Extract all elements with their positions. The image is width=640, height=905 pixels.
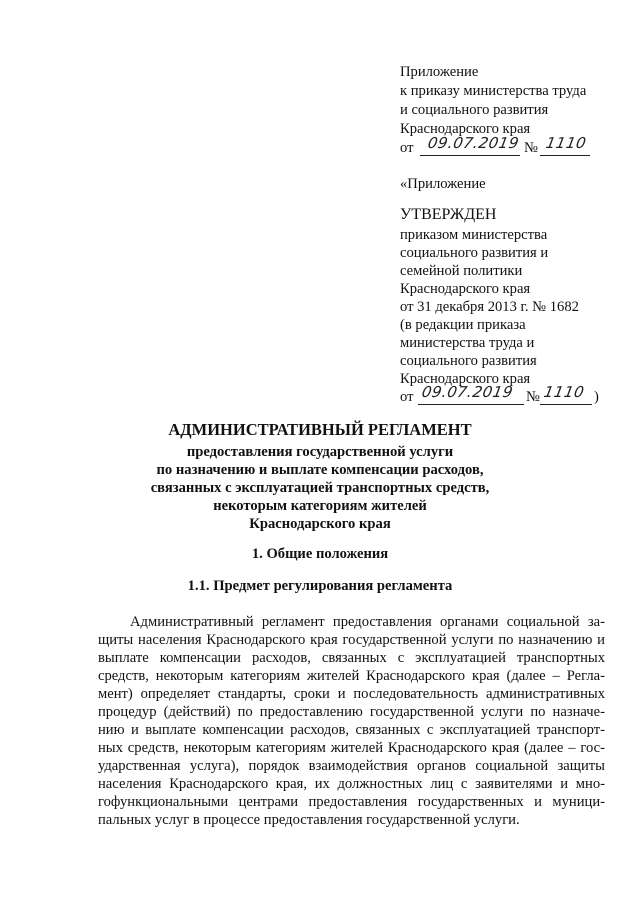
- document-title: АДМИНИСТРАТИВНЫЙ РЕГЛАМЕНТ: [168, 420, 472, 439]
- approved-date-handwritten: 09.07.2019: [420, 383, 515, 401]
- approved-date-underline: [418, 404, 524, 405]
- paragraph-line: пальных услуг в процессе предоставления государственной услуги.: [98, 812, 520, 828]
- annex-number-underline: [540, 155, 590, 156]
- paragraph-line: средств, некоторым категориям жителей Краснодарского края (далее – Регла-: [98, 668, 605, 684]
- approved-line: Краснодарского края: [400, 371, 531, 387]
- approved-number-prefix: №: [526, 389, 540, 405]
- annex-line: и социального развития: [400, 102, 549, 118]
- approved-line: (в редакции приказа: [400, 317, 526, 333]
- document-subtitle-line: предоставления государственной услуги: [186, 444, 454, 460]
- paragraph-line: выплате компенсации расходов, связанных с эксплуатацией транспортных: [98, 650, 605, 666]
- paragraph-line: Административный регламент предоставления органами социальной за-: [130, 614, 605, 630]
- document-subtitle-line: связанных с эксплуатацией транспортных средств,: [150, 480, 490, 496]
- section-heading: 1. Общие положения: [251, 546, 389, 562]
- approved-line: министерства труда и: [400, 335, 535, 351]
- paragraph-line: щиты населения Краснодарского края государственной услуги по назначению и: [98, 632, 605, 648]
- approved-line: приказом министерства: [400, 227, 548, 243]
- paragraph-line: гофункциональными центрами предоставления государственных и муници-: [98, 794, 605, 810]
- annex-number-handwritten: 1110: [544, 134, 588, 152]
- annex-line: Краснодарского края: [400, 121, 531, 137]
- approved-line: социального развития и: [400, 245, 549, 261]
- subsection-heading: 1.1. Предмет регулирования регламента: [187, 578, 453, 594]
- approved-line: Краснодарского края: [400, 281, 531, 297]
- paragraph-line: мент) определяет стандарты, сроки и последовательность административных: [98, 686, 605, 702]
- approved-title: УТВЕРЖДЕН: [400, 206, 497, 223]
- document-subtitle-line: Краснодарского края: [249, 516, 391, 532]
- annex-date-prefix: от: [400, 140, 414, 156]
- paragraph-line: нию и выплате компенсации расходов, связанных с эксплуатацией транспорт-: [98, 722, 605, 738]
- paragraph-line: процедур (действий) по предоставлению государственной услуги по назначе-: [98, 704, 605, 720]
- annex-line: Приложение: [400, 64, 479, 80]
- paragraph-line: ных средств, некоторым категориям жителей Краснодарского края (далее – гос-: [98, 740, 605, 756]
- annex-number-prefix: №: [524, 140, 538, 156]
- approved-number-underline: [540, 404, 592, 405]
- approved-number-handwritten: 1110: [542, 383, 586, 401]
- annex-date-underline: [420, 155, 520, 156]
- approved-line: социального развития: [400, 353, 537, 369]
- document-subtitle-line: некоторым категориям жителей: [213, 498, 427, 514]
- approved-closing-paren: ): [594, 389, 599, 405]
- paragraph-line: ударственная услуга), порядок взаимодействия органов социальной защиты: [98, 758, 605, 774]
- approved-line: от 31 декабря 2013 г. № 1682: [400, 299, 579, 315]
- paragraph-line: населения Краснодарского края, их должностных лиц с заявителями и мно-: [98, 776, 605, 792]
- annex-quote: «Приложение: [400, 176, 486, 192]
- document-subtitle-line: по назначению и выплате компенсации расходов,: [156, 462, 484, 478]
- approved-date-prefix: от: [400, 389, 414, 405]
- annex-line: к приказу министерства труда: [400, 83, 587, 99]
- approved-line: семейной политики: [400, 263, 523, 279]
- annex-date-handwritten: 09.07.2019: [426, 134, 521, 152]
